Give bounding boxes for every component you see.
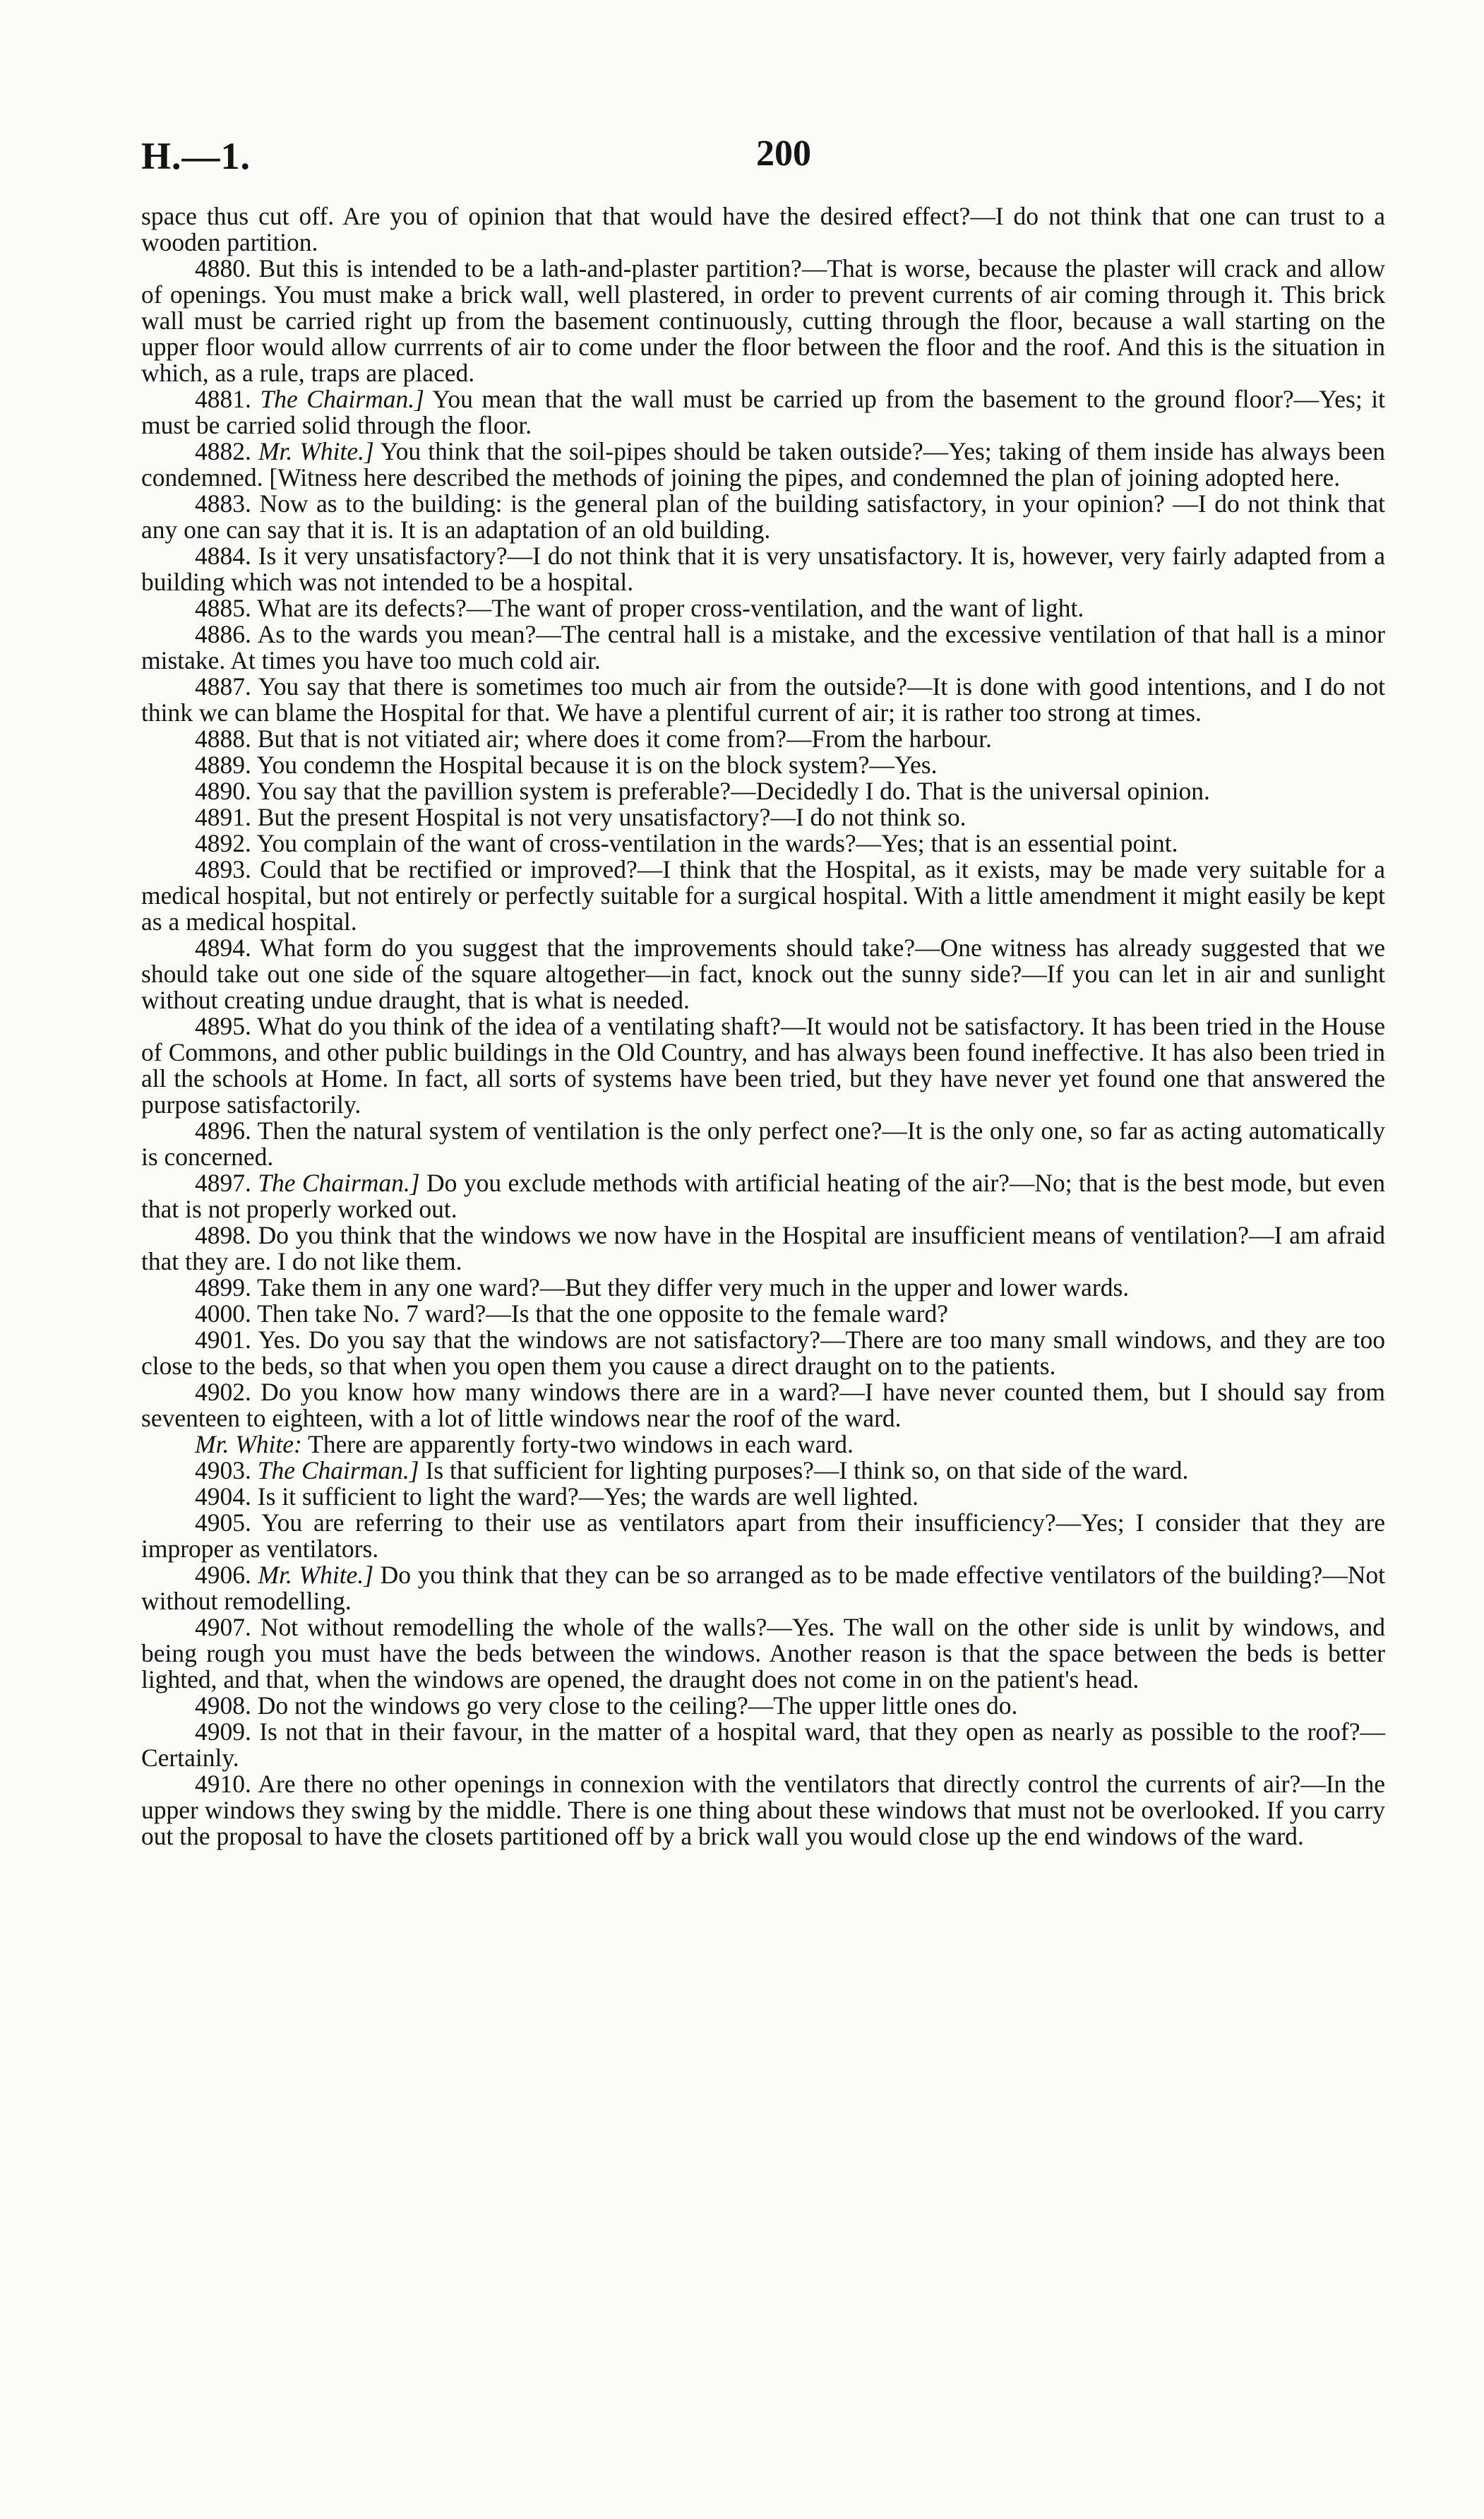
question-paragraph — [141, 1275, 1385, 1301]
paragraph-text: There are apparently forty-two windows in each ward. — [308, 1430, 854, 1458]
question-paragraph — [141, 1693, 1385, 1719]
question-paragraph — [141, 1614, 1385, 1693]
paragraph-text: Not without remodelling the whole of the walls?—Yes. The wall on the other side is unlit by windows, and being rough you must have the beds between the windows. Another reason is that the space between the beds is better lighted, and that, when the windows are opened, the draught does not come in on the patient's head. — [141, 1613, 1385, 1693]
speaker: Mr. White.] — [258, 437, 374, 465]
question-number: 4909. — [195, 1717, 251, 1746]
question-number: 4890. — [195, 777, 251, 805]
paragraph-text: Is it very unsatisfactory?—I do not think that it is very unsatisfactory. It is, however, very fairly adapted from a building which was not intended to be a hospital. — [141, 542, 1385, 596]
question-number: 4881. — [195, 385, 251, 413]
question-number: 4892. — [195, 829, 251, 857]
question-paragraph — [141, 1222, 1385, 1275]
speaker: The Chairman.] — [260, 385, 424, 413]
paragraph-text: What do you think of the idea of a ventilating shaft?—It would not be satisfactory. It has been tried in the House of Commons, and other public buildings in the Old Country, and has always been found ineffective. It has also been tried in all the schools at Home. In fact, all sorts of systems have been tried, but they have never yet found one that answered the purpose satisfactorily. — [141, 1012, 1385, 1119]
question-number: 4885. — [195, 594, 251, 622]
question-paragraph — [141, 830, 1385, 857]
question-number: 4899. — [195, 1273, 251, 1302]
question-number: 4893. — [195, 855, 251, 883]
question-number: 4902. — [195, 1378, 251, 1406]
paper-code: H.—1. — [141, 135, 251, 177]
question-paragraph — [141, 778, 1385, 804]
paragraph-text: But that is not vitiated air; where does it come from?—From the harbour. — [257, 725, 992, 753]
paragraph-text: Could that be rectified or improved?—I think that the Hospital, as it exists, may be made very suitable for a medical hospital, but not entirely or perfectly suitable for a surgical hospital. With a little amendment it might easily be kept as a medical hospital. — [141, 855, 1385, 936]
speaker: Mr. White: — [195, 1430, 302, 1458]
question-paragraph — [141, 595, 1385, 621]
paragraph-text: You say that the pavillion system is preferable?—Decidedly I do. That is the universal opinion. — [256, 777, 1210, 805]
question-number: 4880. — [195, 254, 251, 282]
paragraph-text: Are there no other openings in connexion with the ventilators that directly control the currents of air?—In the upper windows they swing by the middle. There is one thing about these windows that must not be overlooked. If you carry out the proposal to have the closets partitioned off by a brick wall you would close up the end windows of the ward. — [141, 1770, 1385, 1850]
paragraph-text: Take them in any one ward?—But they differ very much in the upper and lower wards. — [257, 1273, 1130, 1302]
question-paragraph — [141, 621, 1385, 674]
paragraph-text: What form do you suggest that the improvements should take?—One witness has already suggested that we should take out one side of the square altogether—in fact, knock out the sunny side?—If you can let in air and sunlight without creating undue draught, that is what is needed. — [141, 934, 1386, 1014]
question-number: 4884. — [195, 542, 251, 570]
paragraph-text: As to the wards you mean?—The central hall is a mistake, and the excessive ventilation of that hall is a minor mistake. At times you have too much cold air. — [141, 620, 1386, 674]
paragraph-text: Do you exclude methods with artificial heating of the air?—No; that is the best mode, but even that is not properly worked out. — [141, 1169, 1386, 1223]
question-paragraph — [141, 752, 1385, 778]
question-number: 4901. — [195, 1326, 251, 1354]
paragraph-text: What are its defects?—The want of proper cross-ventilation, and the want of light. — [257, 594, 1084, 622]
question-paragraph — [141, 674, 1385, 726]
question-paragraph — [141, 1510, 1385, 1562]
paragraph-text: Is it sufficient to light the ward?—Yes; the wards are well lighted. — [257, 1482, 919, 1511]
question-paragraph — [141, 726, 1385, 752]
question-number: 4910. — [195, 1770, 251, 1798]
paragraph — [141, 203, 1385, 256]
question-paragraph — [141, 386, 1385, 439]
question-number: 4888. — [195, 725, 251, 753]
question-number: 4907. — [195, 1613, 251, 1641]
body-text — [141, 203, 1385, 1850]
paragraph-text: Then the natural system of ventilation is the only perfect one?—It is the only one, so far as acting automatically is concerned. — [141, 1116, 1386, 1171]
paragraph-text: But this is intended to be a lath-and-plaster partition?—That is worse, because the plaster will crack and allow of openings. You must make a brick wall, well plastered, in order to prevent currents of air coming through it. This brick wall must be carried right up from the basement continuously, cutting through the floor, because a wall starting on the upper floor would allow currrents of air to come under the floor between the floor and the roof. And this is the situation in which, as a rule, traps are placed. — [141, 254, 1385, 387]
question-number: 4906. — [195, 1561, 251, 1589]
question-number: 4904. — [195, 1482, 251, 1511]
question-paragraph — [141, 256, 1385, 386]
paragraph-text: You mean that the wall must be carried up from the basement to the ground floor?—Yes; it must be carried solid through the floor. — [141, 385, 1385, 439]
question-paragraph — [141, 1170, 1385, 1222]
paragraph-text: But the present Hospital is not very unsatisfactory?—I do not think so. — [257, 803, 967, 831]
question-paragraph — [141, 1013, 1385, 1118]
question-paragraph — [141, 1562, 1385, 1614]
question-paragraph — [141, 491, 1385, 543]
paragraph-text: Yes. Do you say that the windows are not satisfactory?—There are too many small windows, and they are too close to the beds, so that when you open them you cause a direct draught on to the patients. — [141, 1326, 1386, 1380]
page-number: 200 — [756, 133, 811, 174]
paragraph-text: You complain of the want of cross-ventilation in the wards?—Yes; that is an essential point. — [256, 829, 1178, 857]
question-paragraph — [141, 439, 1385, 491]
question-number: 4882. — [195, 437, 251, 465]
question-number: 4898. — [195, 1221, 251, 1249]
question-paragraph — [141, 1379, 1385, 1431]
question-paragraph — [141, 1327, 1385, 1379]
paragraph-text: Is not that in their favour, in the matter of a hospital ward, that they open as nearly as possible to the roof?—Certainly. — [141, 1717, 1386, 1772]
speaker: The Chairman.] — [258, 1169, 420, 1197]
question-number: 4886. — [195, 620, 251, 648]
question-number: 4908. — [195, 1691, 251, 1720]
question-number: 4897. — [195, 1169, 251, 1197]
question-number: 4889. — [195, 751, 251, 779]
question-paragraph — [141, 1719, 1385, 1771]
paragraph-text: You say that there is sometimes too much air from the outside?—It is done with good intentions, and I do not think we can blame the Hospital for that. We have a plentiful current of air; it is rather too strong at times. — [141, 672, 1385, 727]
question-paragraph — [141, 804, 1385, 830]
question-number: 4894. — [195, 934, 251, 962]
statement-paragraph — [141, 1431, 1385, 1458]
question-number: 4905. — [195, 1508, 251, 1537]
paragraph-text: Do you know how many windows there are in a ward?—I have never counted them, but I should say from seventeen to eighteen, with a lot of little windows near the roof of the ward. — [141, 1378, 1386, 1432]
question-number: 4883. — [195, 489, 251, 518]
paragraph-text: Do not the windows go very close to the ceiling?—The upper little ones do. — [257, 1691, 1018, 1720]
question-paragraph — [141, 1118, 1385, 1170]
question-number: 4903. — [195, 1456, 251, 1484]
question-paragraph — [141, 857, 1385, 935]
paragraph-text: Then take No. 7 ward?—Is that the one opposite to the female ward? — [257, 1299, 948, 1328]
paragraph-text: Is that sufficient for lighting purposes?—I think so, on that side of the ward. — [425, 1456, 1189, 1484]
question-paragraph — [141, 543, 1385, 595]
question-number: 4000. — [195, 1299, 251, 1328]
paragraph-text: You condemn the Hospital because it is on the block system?—Yes. — [256, 751, 938, 779]
question-number: 4887. — [195, 672, 251, 701]
speaker: The Chairman.] — [257, 1456, 419, 1484]
paragraph-text: You are referring to their use as ventilators apart from their insufficiency?—Yes; I consider that they are improper as ventilators. — [141, 1508, 1385, 1563]
question-number: 4895. — [195, 1012, 251, 1040]
question-paragraph — [141, 935, 1385, 1013]
paragraph-text: You think that the soil-pipes should be taken outside?—Yes; taking of them inside has always been condemned. [Witness here described the methods of joining the pipes, and condemned the plan of joining adopted here. — [141, 437, 1386, 492]
question-paragraph — [141, 1301, 1385, 1327]
question-paragraph — [141, 1771, 1385, 1850]
page-header — [141, 127, 1385, 191]
question-paragraph — [141, 1458, 1385, 1484]
paragraph-text: Do you think that the windows we now have in the Hospital are insufficient means of ventilation?—I am afraid that they are. I do not like them. — [141, 1221, 1385, 1275]
paragraph-text: Now as to the building: is the general plan of the building satisfactory, in your opinion? —I do not think that any one can say that it is. It is an adaptation of an old building. — [141, 489, 1386, 544]
paragraph-text: Do you think that they can be so arranged as to be made effective ventilators of the building?—Not without remodelling. — [141, 1561, 1385, 1615]
speaker: Mr. White.] — [258, 1561, 374, 1589]
paragraph-text: space thus cut off. Are you of opinion that that would have the desired effect?—I do not think that one can trust to a wooden partition. — [141, 202, 1385, 256]
question-number: 4891. — [195, 803, 251, 831]
question-paragraph — [141, 1484, 1385, 1510]
question-number: 4896. — [195, 1116, 251, 1145]
